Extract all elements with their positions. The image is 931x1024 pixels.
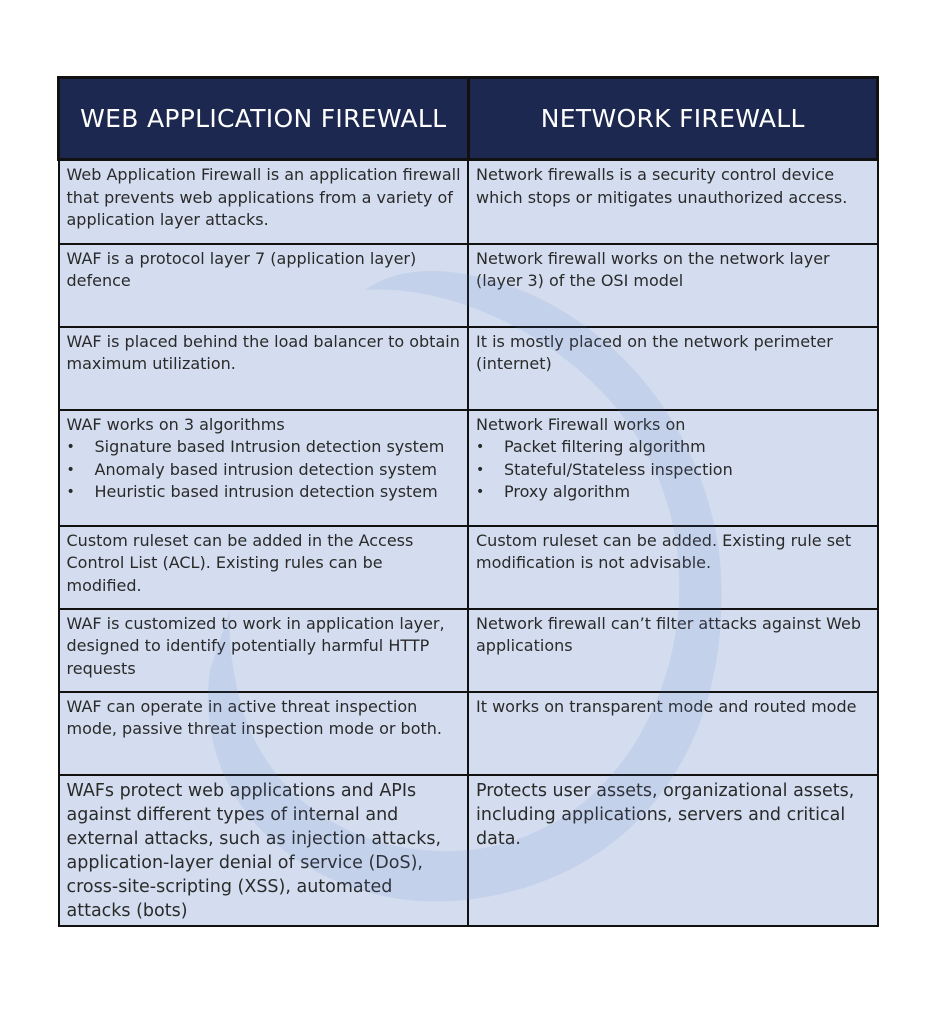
waf-cell: Web Application Firewall is an application firewall that prevents web applications from a variety of application layer attacks. bbox=[59, 160, 469, 244]
header-waf: WEB APPLICATION FIREWALL bbox=[59, 78, 469, 160]
list-item: • Anomaly based intrusion detection system bbox=[67, 459, 462, 482]
list-item: • Proxy algorithm bbox=[476, 481, 871, 504]
table-row bbox=[59, 692, 878, 775]
waf-algorithms-intro: WAF works on 3 algorithms bbox=[66, 414, 285, 434]
network-cell: It is mostly placed on the network perimeter (internet) bbox=[468, 327, 878, 410]
waf-algorithms-list bbox=[67, 436, 462, 504]
waf-cell bbox=[59, 410, 469, 526]
table-row bbox=[59, 160, 878, 244]
waf-cell: Custom ruleset can be added in the Access Control List (ACL). Existing rules can be modified. bbox=[59, 526, 469, 609]
waf-cell: WAF is placed behind the load balancer to obtain maximum utilization. bbox=[59, 327, 469, 410]
network-cell bbox=[468, 410, 878, 526]
list-item: • Packet filtering algorithm bbox=[476, 436, 871, 459]
header-network-firewall: NETWORK FIREWALL bbox=[468, 78, 878, 160]
waf-cell: WAF is customized to work in application layer, designed to identify potentially harmful HTTP requests bbox=[59, 609, 469, 692]
table-row bbox=[59, 244, 878, 327]
table-row bbox=[59, 775, 878, 926]
network-algorithms-intro: Network Firewall works on bbox=[476, 414, 686, 434]
list-item: • Signature based Intrusion detection system bbox=[67, 436, 462, 459]
network-cell: Network firewall works on the network layer (layer 3) of the OSI model bbox=[468, 244, 878, 327]
network-cell: Network firewalls is a security control device which stops or mitigates unauthorized access. bbox=[468, 160, 878, 244]
table-row bbox=[59, 526, 878, 609]
waf-cell: WAF can operate in active threat inspection mode, passive threat inspection mode or both. bbox=[59, 692, 469, 775]
list-item: • Stateful/Stateless inspection bbox=[476, 459, 871, 482]
table-row bbox=[59, 410, 878, 526]
network-cell: It works on transparent mode and routed mode bbox=[468, 692, 878, 775]
network-cell: Network firewall can’t filter attacks against Web applications bbox=[468, 609, 878, 692]
network-cell: Protects user assets, organizational assets, including applications, servers and critical data. bbox=[468, 775, 878, 926]
waf-cell: WAFs protect web applications and APIs against different types of internal and external attacks, such as injection attacks, application-layer denial of service (DoS), cross-site-scripting (XSS), automated attacks (bots) bbox=[59, 775, 469, 926]
comparison-table bbox=[57, 76, 879, 927]
table-row bbox=[59, 327, 878, 410]
table-row bbox=[59, 609, 878, 692]
network-algorithms-list bbox=[476, 436, 871, 504]
list-item: • Heuristic based intrusion detection system bbox=[67, 481, 462, 504]
header-row bbox=[59, 78, 878, 160]
waf-cell: WAF is a protocol layer 7 (application layer) defence bbox=[59, 244, 469, 327]
network-cell: Custom ruleset can be added. Existing rule set modification is not advisable. bbox=[468, 526, 878, 609]
